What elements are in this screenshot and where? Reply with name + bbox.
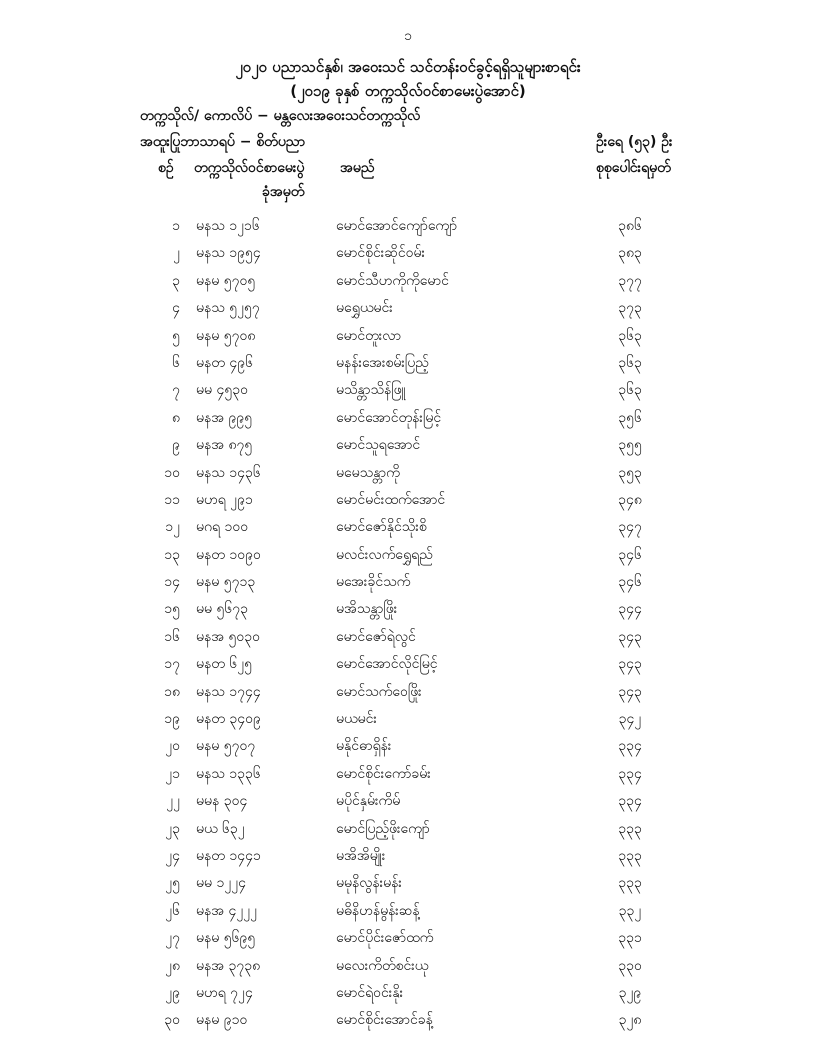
roll-number: မနသ ၅၂၅၇ — [196, 300, 260, 317]
total-marks: ၃၄၃ — [618, 683, 642, 700]
total-marks: ၃၄၄ — [618, 601, 642, 618]
roll-number: မနမ ၅၆၉၅ — [196, 930, 256, 947]
row-number: ၁၉ — [164, 711, 180, 728]
student-name: မောင်စိုင်းဆိုင်ဝမ်း — [336, 245, 426, 262]
row-number: ၁၃ — [164, 546, 180, 563]
student-name: မောင်သီဟကိုကိုမောင် — [336, 272, 449, 289]
column-header-roll-line2: ခုံအမှတ် — [262, 184, 305, 200]
roll-number: မနမ ၅၇၁၃ — [196, 574, 256, 591]
roll-number: မမ ၄၅၃၀ — [196, 382, 248, 399]
table-row — [0, 322, 816, 349]
roll-number: မမ ၁၂၂၄ — [196, 875, 246, 892]
table-row — [0, 979, 816, 1006]
column-header-no: စဉ် — [158, 160, 174, 176]
table-row — [0, 212, 816, 239]
total-marks: ၃၅၃ — [618, 464, 642, 481]
row-number: ၂၈ — [165, 957, 180, 974]
total-marks: ၃၂၉ — [618, 984, 642, 1001]
table-row — [0, 1006, 816, 1033]
table-row — [0, 431, 816, 458]
student-name: မရွှေယမင်း — [336, 300, 393, 317]
column-header-marks: စုစုပေါင်းရမှတ် — [596, 160, 671, 176]
row-number: ၂၀ — [165, 738, 180, 755]
roll-number: မနအ ၅၀၃၀ — [196, 628, 261, 645]
roll-number: မနသ ၁၂၁၆ — [196, 218, 260, 234]
total-marks: ၃၄၃ — [618, 628, 642, 645]
total-marks: ၃၇၇ — [618, 272, 642, 289]
student-name: မောင်စိုင်းကော်ခမ်း — [336, 765, 431, 782]
total-marks: ၃၃၃ — [618, 875, 642, 892]
total-marks: ၃၆၃ — [618, 382, 642, 399]
document-title: ၂၀၂၀ ပညာသင်နှစ်၊ အဝေးသင် သင်တန်းဝင်ခွင့်ရရှိသူများစာရင်း — [235, 58, 581, 76]
roll-number: မနတ ၁၀၉၀ — [196, 546, 261, 563]
roll-number: မနသ ၁၇၄၄ — [196, 683, 261, 700]
student-name: မောင်ပြည့်ဖိုးကျော် — [336, 820, 430, 837]
row-number: ၇ — [172, 382, 180, 399]
row-number: ၂၇ — [165, 930, 180, 947]
roll-number: မနမ ၅၇၀၈ — [196, 327, 256, 344]
row-number: ၁၅ — [164, 601, 180, 618]
table-row — [0, 705, 816, 732]
student-name: မလေးကိတ်စင်းယု — [336, 957, 429, 974]
total-marks: ၃၃၄ — [618, 765, 642, 782]
student-name: မဓိနိဟန်မွန်းဆန့် — [336, 902, 420, 919]
student-name: မောင်စိုင်းအောင်ခန့် — [336, 1012, 433, 1029]
student-name: မောင်ဇော်ရဲလွင် — [336, 628, 416, 645]
student-name: မောင်ရဲဝင်းနိုး — [336, 984, 404, 1001]
roll-number: မနအ ၃၇၃၈ — [196, 957, 261, 974]
table-row — [0, 267, 816, 294]
roll-number: မယ ၆၃၂ — [196, 820, 245, 837]
total-marks: ၃၇၃ — [618, 300, 642, 317]
row-number: ၁၁ — [164, 491, 180, 508]
row-number: ၈ — [172, 409, 180, 426]
row-number: ၁၇ — [164, 656, 180, 673]
total-marks: ၃၄၆ — [618, 574, 642, 591]
total-marks: ၃၄၆ — [618, 546, 642, 563]
total-marks: ၃၅၅ — [618, 437, 642, 454]
student-name: မနိုင်ဓာရှိန်း — [336, 738, 392, 755]
row-number: ၃၀ — [164, 1012, 180, 1029]
table-row — [0, 842, 816, 869]
student-name: မောင်ပိုင်းဇော်ထက် — [336, 930, 434, 947]
table-row — [0, 732, 816, 759]
row-number: ၂၅ — [165, 875, 180, 892]
table-row — [0, 459, 816, 486]
roll-number: မနတ ၄၉၆ — [196, 354, 253, 371]
roll-number: မမန ၃၀၄ — [196, 793, 248, 810]
roll-number: မနတ ၆၂၅ — [196, 656, 252, 673]
table-row — [0, 595, 816, 622]
row-number: ၆ — [172, 354, 180, 371]
table-row — [0, 760, 816, 787]
student-name: မမုနိလွန်းမန်း — [336, 875, 402, 892]
row-number: ၁ — [172, 218, 180, 234]
table-row — [0, 376, 816, 403]
row-number: ၁၆ — [164, 628, 180, 645]
row-number: ၉ — [172, 437, 180, 454]
roll-number: မဂရ ၁၀၀ — [196, 519, 249, 536]
roll-number: မဟရ ၇၂၄ — [196, 984, 253, 1001]
table-row — [0, 787, 816, 814]
row-number: ၃ — [172, 272, 180, 289]
table-row — [0, 869, 816, 896]
student-name: မမေသန္တာကို — [336, 464, 400, 481]
row-number: ၂၉ — [165, 984, 180, 1001]
student-name: မသိန္တာသိန်ဖြူ — [336, 382, 406, 399]
row-number: ၂ — [173, 245, 180, 262]
total-marks: ၃၄၃ — [618, 656, 642, 673]
table-row — [0, 541, 816, 568]
row-number: ၁၂ — [165, 519, 180, 536]
student-name: မအိသန္တာဖြိုး — [336, 601, 398, 618]
student-list — [0, 212, 816, 1034]
table-row — [0, 815, 816, 842]
total-marks: ၃၃၄ — [618, 738, 642, 755]
total-marks: ၃၈၆ — [618, 218, 642, 234]
subject-line: အထူးပြုဘာသာရပ် − စိတ်ပညာ — [140, 134, 306, 150]
row-number: ၅ — [172, 327, 180, 344]
student-name: မနန်းအေးစမ်းပြည့် — [336, 354, 429, 371]
roll-number: မနအ ၉၉၅ — [196, 409, 253, 426]
table-row — [0, 486, 816, 513]
student-name: မလင်းလက်ရွှေရည် — [336, 546, 433, 563]
roll-number: မနမ ၅၇၀၇ — [196, 738, 256, 755]
total-marks: ၃၃၁ — [618, 930, 642, 947]
roll-number: မနမ ၅၇၀၅ — [196, 272, 256, 289]
row-number: ၂၃ — [165, 820, 180, 837]
row-number: ၂၂ — [166, 793, 180, 810]
total-marks: ၃၄၇ — [618, 519, 642, 536]
total-marks: ၃၃၃ — [618, 847, 642, 864]
row-number: ၂၄ — [165, 847, 180, 864]
student-name: မောင်အောင်လိုင်မြင့် — [336, 656, 438, 673]
table-row — [0, 349, 816, 376]
university-line: တက္ကသိုလ်/ ကောလိပ် − မန္တလေးအဝေးသင်တက္ကသိုလ် — [140, 108, 421, 124]
total-marks: ၃၂၈ — [618, 1012, 642, 1029]
table-row — [0, 952, 816, 979]
roll-number: မမ ၅၆၇၃ — [196, 601, 248, 618]
table-row — [0, 924, 816, 951]
table-row — [0, 513, 816, 540]
table-row — [0, 294, 816, 321]
row-number: ၂၁ — [165, 765, 180, 782]
roll-number: မနတ ၁၄၄၁ — [196, 847, 261, 864]
row-number: ၁၈ — [164, 683, 180, 700]
table-row — [0, 239, 816, 266]
row-number: ၄ — [172, 300, 180, 317]
total-marks: ၃၃၄ — [618, 793, 642, 810]
roll-number: မနသ ၁၄၃၆ — [196, 464, 261, 481]
total-marks: ၃၄၈ — [618, 491, 642, 508]
roll-number: မနအ ၈၇၅ — [196, 437, 253, 454]
table-row — [0, 404, 816, 431]
student-name: မအေးခိုင်သက် — [336, 574, 411, 591]
table-row — [0, 568, 816, 595]
page-number: ၁ — [404, 28, 412, 44]
total-count: ဦးရေ (၅၃) ဦး — [596, 134, 673, 150]
student-name: မယမင်း — [336, 711, 377, 728]
student-name: မောင်အောင်တုန်းမြင့် — [336, 409, 442, 426]
student-name: မောင်သက်ဝေဖြိုး — [336, 683, 422, 700]
roll-number: မနသ ၁၃၃၆ — [196, 765, 261, 782]
student-name: မပိုင်နှမ်းကိမ် — [336, 793, 401, 810]
total-marks: ၃၃၀ — [618, 957, 642, 974]
total-marks: ၃၄၂ — [618, 711, 642, 728]
roll-number: မနတ ၃၄၀၉ — [196, 711, 261, 728]
row-number: ၁၄ — [164, 574, 180, 591]
roll-number: မနမ ၉၁၀ — [196, 1012, 248, 1029]
row-number: ၁၀ — [164, 464, 180, 481]
column-header-name: အမည် — [340, 160, 375, 176]
table-row — [0, 678, 816, 705]
total-marks: ၃၈၃ — [618, 245, 642, 262]
row-number: ၂၆ — [165, 902, 180, 919]
student-name: မောင်မင်းထက်အောင် — [336, 491, 446, 508]
total-marks: ၃၅၆ — [618, 409, 642, 426]
document-subtitle: (၂၀၁၉ ခုနှစ် တက္ကသိုလ်ဝင်စာမေးပွဲအောင်) — [290, 82, 526, 100]
column-header-roll: တက္ကသိုလ်ဝင်စာမေးပွဲ — [194, 160, 305, 176]
table-row — [0, 650, 816, 677]
total-marks: ၃၆၃ — [618, 354, 642, 371]
student-name: မောင်တူးလာ — [336, 327, 402, 344]
table-row — [0, 897, 816, 924]
student-name: မောင်ဇော်နိုင်သိုးစိ — [336, 519, 427, 536]
student-name: မောင်သူရအောင် — [336, 437, 421, 454]
roll-number: မနသ ၁၉၅၄ — [196, 245, 261, 262]
student-name: မောင်အောင်ကျော်ကျော် — [336, 218, 458, 234]
total-marks: ၃၃၃ — [618, 820, 642, 837]
total-marks: ၃၃၂ — [618, 902, 642, 919]
roll-number: မဟရ ၂၉၁ — [196, 491, 253, 508]
student-name: မအိအိမျိုး — [336, 847, 386, 864]
roll-number: မနအ ၄၂၂၂ — [196, 902, 258, 919]
table-row — [0, 623, 816, 650]
total-marks: ၃၆၃ — [618, 327, 642, 344]
